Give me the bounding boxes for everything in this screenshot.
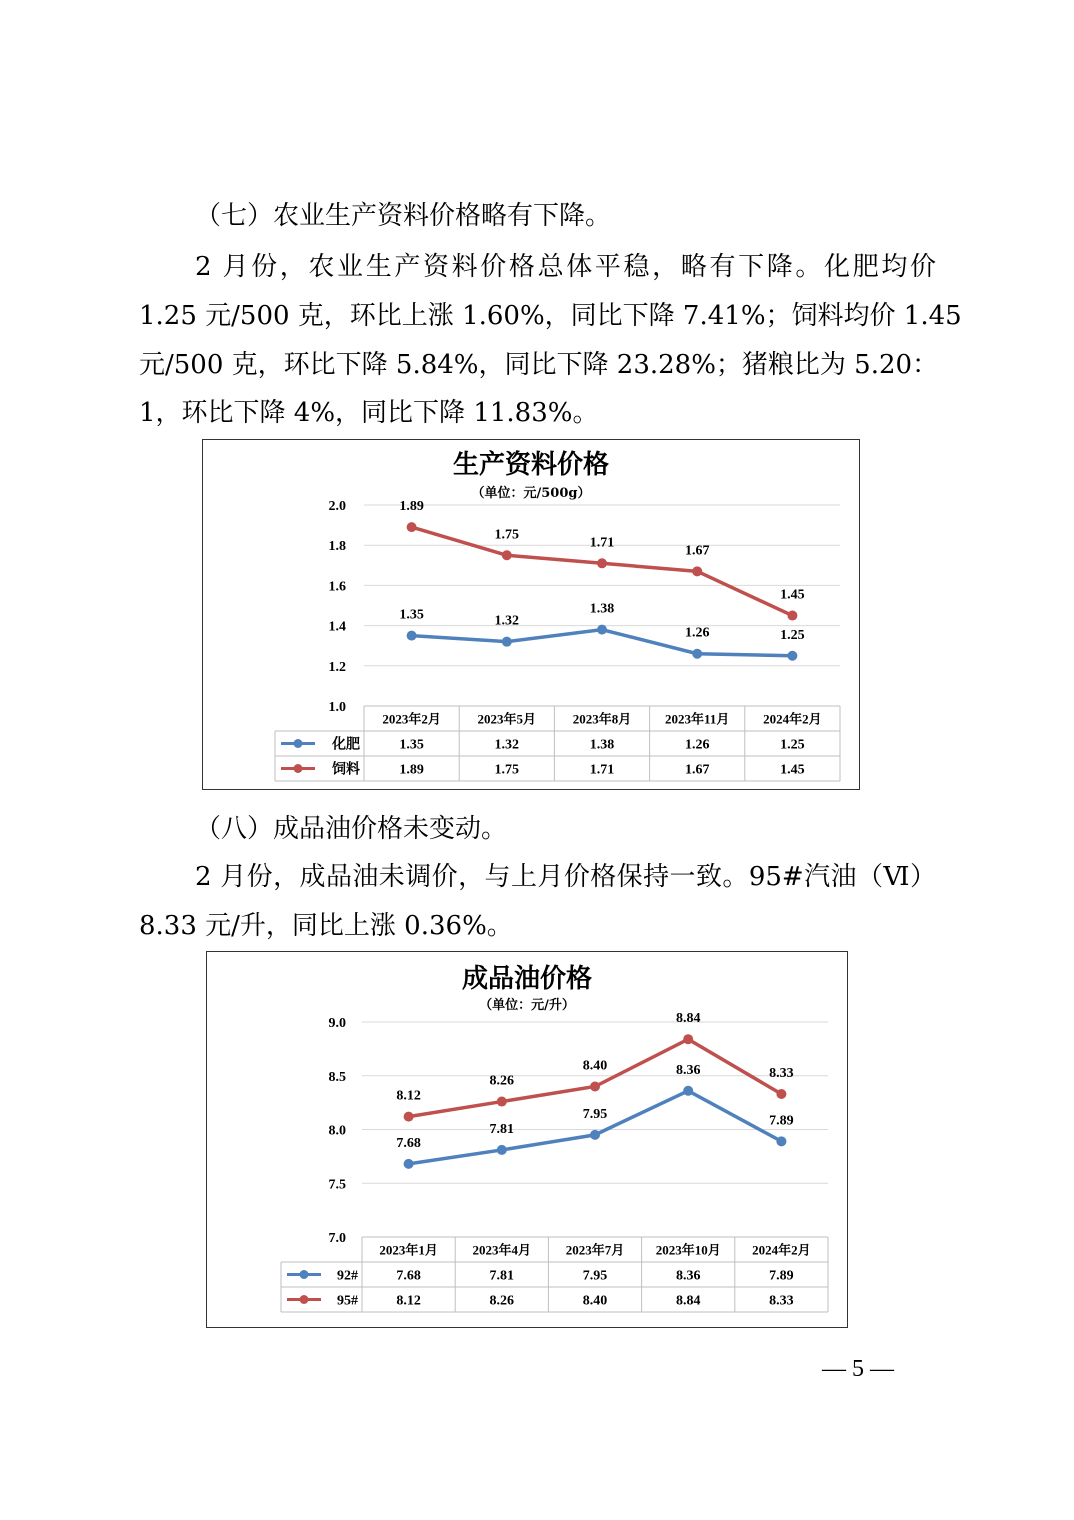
x-category-label: 2023年10月: [655, 1242, 721, 1258]
series-line-0: [409, 1091, 782, 1164]
data-label: 7.95: [582, 1106, 608, 1122]
table-cell-value: 1.35: [399, 737, 424, 753]
data-point: [597, 625, 607, 635]
data-label: 8.36: [675, 1062, 701, 1078]
data-label: 1.35: [399, 607, 424, 623]
table-cell-value: 8.36: [675, 1268, 701, 1284]
section7-heading: （七）农业生产资料价格略有下降。: [195, 201, 612, 231]
x-category-label: 2023年2月: [382, 711, 441, 727]
chart-title: 生产资料价格: [452, 450, 609, 480]
table-cell-value: 1.75: [494, 762, 520, 778]
data-label: 8.84: [675, 1011, 701, 1027]
legend-swatch-marker: [294, 764, 303, 773]
y-tick-label: 7.5: [328, 1177, 346, 1193]
x-category-label: 2023年4月: [472, 1242, 532, 1258]
table-cell-value: 1.67: [684, 762, 710, 778]
y-tick-label: 8.5: [328, 1069, 346, 1085]
y-tick-label: 1.4: [328, 619, 346, 635]
table-cell-value: 8.26: [489, 1293, 515, 1309]
data-point: [787, 611, 797, 621]
table-cell-value: 7.89: [769, 1268, 794, 1284]
data-point: [787, 651, 797, 661]
data-point: [404, 1159, 414, 1169]
series-line-1: [409, 1039, 782, 1116]
table-cell-value: 8.84: [675, 1293, 701, 1309]
section7-para-line-3: 元/500 克，环比下降 5.84%，同比下降 23.28%；猪粮比为 5.20：: [139, 350, 939, 380]
chart-plot: [203, 440, 858, 788]
data-point: [497, 1097, 507, 1107]
table-cell-value: 7.81: [489, 1268, 515, 1284]
data-label: 1.89: [399, 499, 424, 515]
data-label: 8.26: [489, 1073, 515, 1089]
data-label: 8.33: [769, 1066, 794, 1082]
data-point: [683, 1034, 693, 1044]
data-point: [692, 566, 702, 576]
data-point: [597, 558, 607, 568]
section8-para-line-1: 2 月份，成品油未调价，与上月价格保持一致。95#汽油（Ⅵ）: [195, 862, 936, 892]
chart-subtitle: （单位：元/升）: [479, 998, 575, 1013]
data-label: 1.26: [684, 625, 710, 641]
data-label: 8.40: [582, 1058, 608, 1074]
data-label: 8.12: [396, 1088, 421, 1104]
data-point: [692, 649, 702, 659]
y-tick-label: 8.0: [328, 1123, 346, 1139]
data-point: [502, 550, 512, 560]
chart-subtitle: （单位：元/500g）: [471, 486, 591, 501]
table-cell-value: 8.12: [396, 1293, 421, 1309]
x-category-label: 2024年2月: [752, 1242, 811, 1258]
legend-label: 92#: [337, 1268, 358, 1284]
y-tick-label: 9.0: [328, 1016, 346, 1031]
table-cell-value: 7.95: [582, 1268, 608, 1284]
data-label: 1.75: [494, 527, 520, 543]
table-cell-value: 8.33: [769, 1293, 794, 1309]
data-point: [590, 1082, 600, 1092]
page-number: — 5 —: [822, 1356, 894, 1382]
data-point: [683, 1086, 693, 1096]
table-cell-value: 7.68: [396, 1268, 421, 1284]
data-point: [497, 1145, 507, 1155]
y-tick-label: 1.6: [328, 579, 346, 595]
x-category-label: 2023年8月: [572, 711, 632, 727]
chart-title: 成品油价格: [461, 964, 592, 994]
legend-swatch-marker: [300, 1295, 309, 1304]
y-tick-label: 1.0: [328, 700, 346, 715]
x-category-label: 2023年7月: [565, 1242, 625, 1258]
table-cell-value: 1.45: [780, 762, 805, 778]
data-label: 1.32: [494, 613, 520, 629]
data-label: 7.89: [769, 1113, 794, 1129]
data-label: 1.25: [780, 627, 805, 643]
x-category-label: 2023年11月: [665, 711, 730, 727]
production-materials-chart: [202, 439, 860, 790]
refined-oil-chart: [206, 951, 848, 1328]
legend-swatch-marker: [294, 739, 303, 748]
data-point: [404, 1112, 414, 1122]
x-category-label: 2023年1月: [379, 1242, 438, 1258]
x-category-label: 2023年5月: [477, 711, 537, 727]
data-point: [776, 1136, 786, 1146]
data-label: 1.67: [684, 543, 710, 559]
data-point: [407, 631, 417, 641]
data-point: [407, 522, 417, 532]
legend-swatch-marker: [300, 1270, 309, 1279]
section7-para-line-2: 1.25 元/500 克，环比上涨 1.60%，同比下降 7.41%；饲料均价 1.45: [139, 301, 962, 331]
y-tick-label: 2.0: [328, 499, 346, 514]
table-cell-value: 1.89: [399, 762, 424, 778]
data-label: 1.71: [589, 535, 615, 551]
data-point: [590, 1130, 600, 1140]
legend-label: 化肥: [332, 737, 360, 753]
x-category-label: 2024年2月: [763, 711, 822, 727]
table-cell-value: 1.71: [589, 762, 615, 778]
section7-para-line-4: 1，环比下降 4%，同比下降 11.83%。: [139, 398, 599, 428]
section8-heading: （八）成品油价格未变动。: [195, 814, 508, 844]
section7-para-line-1: 2 月份，农业生产资料价格总体平稳，略有下降。化肥均价: [195, 252, 936, 282]
data-label: 7.68: [396, 1135, 421, 1151]
data-label: 7.81: [489, 1121, 515, 1137]
data-label: 1.38: [589, 601, 615, 617]
y-tick-label: 7.0: [328, 1231, 346, 1246]
legend-label: 饲料: [332, 762, 360, 778]
section8-para-line-2: 8.33 元/升，同比上涨 0.36%。: [139, 911, 513, 941]
data-label: 1.45: [780, 587, 805, 603]
table-cell-value: 1.38: [589, 737, 615, 753]
chart-plot: [207, 952, 846, 1326]
data-point: [776, 1089, 786, 1099]
y-tick-label: 1.8: [328, 539, 346, 555]
table-cell-value: 1.26: [684, 737, 710, 753]
table-cell-value: 8.40: [582, 1293, 608, 1309]
table-cell-value: 1.25: [780, 737, 805, 753]
legend-label: 95#: [337, 1293, 358, 1309]
table-cell-value: 1.32: [494, 737, 520, 753]
y-tick-label: 1.2: [328, 659, 346, 675]
data-point: [502, 637, 512, 647]
